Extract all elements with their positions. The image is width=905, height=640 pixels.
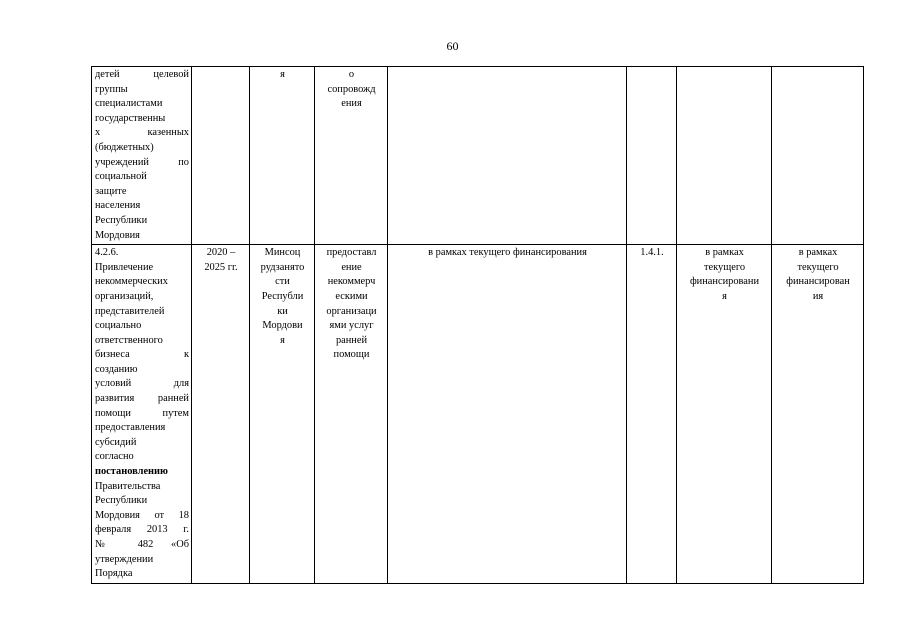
- indicator-cell: [627, 67, 677, 245]
- measure-name-lines: [95, 68, 189, 243]
- cell-text-line: социально: [95, 320, 142, 332]
- budget-cell-2: [772, 67, 864, 245]
- executor-cell: [250, 245, 315, 584]
- cell-text-line: условий для: [95, 378, 189, 390]
- cell-text-line: группы: [95, 83, 128, 95]
- cell-text-line: о: [348, 69, 355, 80]
- cell-text-line: (бюджетных): [95, 141, 154, 153]
- measure-name-cell: [92, 67, 192, 245]
- cell-text-line: Минсоц: [264, 247, 301, 259]
- cell-text-line: некоммерческих: [95, 276, 168, 288]
- cell-text-line: предоставл: [326, 247, 377, 259]
- cell-text-line: ения: [341, 98, 362, 110]
- cell-text-line: организаци: [326, 305, 377, 317]
- cell-text-line: финансировани: [689, 276, 760, 288]
- cell-text-line: текущего: [703, 261, 746, 273]
- cell-text-line: специалистами: [95, 98, 163, 110]
- cell-text-line: 2020 –: [206, 247, 236, 259]
- cell-text-line: в рамках: [798, 247, 838, 259]
- cell-text-line: представителей: [95, 305, 165, 317]
- cell-text-line: субсидий: [95, 436, 137, 448]
- cell-text-line: 2025 гг.: [204, 261, 238, 273]
- budget-cell-1: [677, 245, 772, 584]
- indicator-cell: 1.4.1.: [627, 245, 677, 584]
- cell-text-line: некоммерч: [327, 276, 376, 288]
- result-lines: [318, 68, 385, 112]
- cell-text-line: № 482 «Об: [95, 539, 189, 550]
- cell-text-line: Мордовия от 18: [95, 509, 189, 521]
- cell-text-line: государственны: [95, 112, 166, 124]
- cell-text-line: рудзанято: [260, 261, 305, 273]
- cell-text-line: ение: [341, 261, 362, 273]
- cell-text-line: развития ранней: [95, 393, 189, 405]
- result-cell: [315, 245, 388, 584]
- measure-name-bold: постановлению: [95, 466, 168, 478]
- cell-text-line: населения: [95, 200, 141, 212]
- funding-cell: в рамках текущего финансирования: [388, 245, 627, 584]
- cell-text-line: я: [280, 334, 285, 346]
- cell-text-line: в рамках: [705, 247, 744, 259]
- cell-text-line: ответственного: [95, 334, 163, 346]
- cell-text-line: сопровожд: [327, 83, 376, 95]
- cell-text-line: сти: [275, 276, 290, 288]
- cell-text-line: помощи путем: [95, 407, 189, 419]
- executor-lines: [253, 246, 312, 348]
- cell-text-line: ями услуг: [329, 320, 374, 332]
- table-row: [92, 67, 864, 245]
- cell-text-line: ранней: [335, 334, 368, 346]
- page-number: 60: [446, 39, 459, 53]
- funding-cell: [388, 67, 627, 245]
- measure-name-lines: [95, 246, 189, 465]
- cell-text-line: детей целевой: [95, 69, 189, 80]
- table-row: [92, 245, 864, 584]
- cell-text-line: Республики: [95, 214, 148, 226]
- period-cell: [192, 245, 250, 584]
- cell-text-line: Мордовия: [95, 229, 140, 241]
- cell-text-line: финансирован: [786, 276, 850, 288]
- budget-cell-1: [677, 67, 772, 245]
- budget-cell-2: [772, 245, 864, 584]
- cell-text-line: Республики: [95, 495, 148, 507]
- cell-text-line: я: [722, 290, 727, 302]
- cell-text-line: согласно: [95, 451, 134, 463]
- cell-text-line: Правительства: [95, 480, 161, 492]
- cell-text-line: Республи: [261, 290, 304, 302]
- cell-text-line: ия: [812, 290, 824, 302]
- cell-text-line: ескими: [335, 290, 368, 302]
- cell-text-line: Порядка: [95, 568, 133, 580]
- cell-text-line: утверждении: [95, 553, 154, 565]
- executor-cell: я: [250, 67, 315, 245]
- program-table: [91, 66, 864, 584]
- measure-name-lines-cont: [95, 480, 189, 582]
- cell-text-line: Привлечение: [95, 261, 154, 273]
- budget-lines-2: [775, 246, 861, 304]
- cell-text-line: 4.2.6.: [95, 247, 119, 259]
- cell-text-line: Мордови: [262, 320, 303, 332]
- result-cell: [315, 67, 388, 245]
- cell-text-line: х казенных: [95, 127, 189, 139]
- result-lines: [318, 246, 385, 363]
- cell-text-line: социальной: [95, 171, 147, 183]
- period-lines: [195, 246, 247, 275]
- period-cell: [192, 67, 250, 245]
- cell-text-line: предоставления: [95, 422, 166, 434]
- cell-text-line: защите: [95, 185, 127, 197]
- cell-text-line: февраля 2013 г.: [95, 524, 189, 536]
- cell-text-line: созданию: [95, 363, 138, 375]
- budget-lines-1: [680, 246, 769, 304]
- cell-text-line: бизнеса к: [95, 349, 189, 361]
- cell-text-line: помощи: [333, 349, 370, 361]
- measure-name-cell: [92, 245, 192, 584]
- cell-text-line: текущего: [797, 261, 839, 273]
- cell-text-line: учреждений по: [95, 156, 189, 168]
- cell-text-line: организаций,: [95, 290, 154, 302]
- cell-text-line: ки: [277, 305, 288, 317]
